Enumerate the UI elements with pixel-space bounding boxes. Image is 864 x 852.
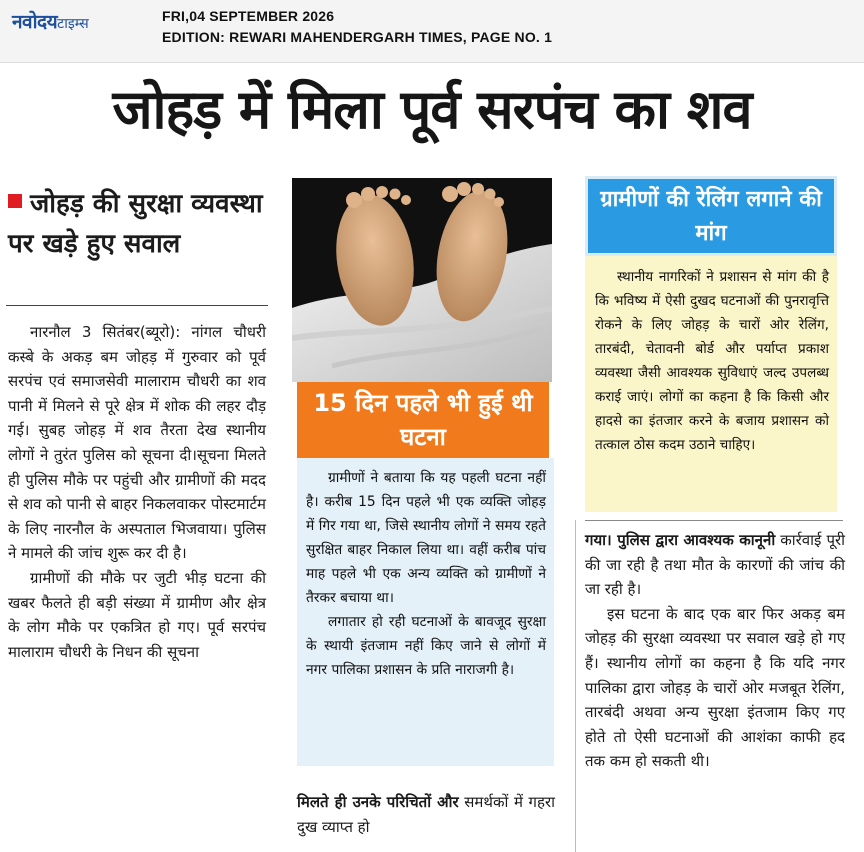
newspaper-logo <box>12 8 89 34</box>
edition-info <box>162 6 552 48</box>
edition-date: FRI,04 SEPTEMBER 2026 <box>162 8 335 24</box>
edition-name: EDITION: REWARI MAHENDERGARH TIMES, PAGE NO. 1 <box>162 29 553 45</box>
right-paragraph-2: इस घटना के बाद एक बार फिर अकड़ बम जोहड़ की सुरक्षा व्यवस्था पर सवाल खड़े हो गए हैं। स्थानीय लोगों का कहना है कि यदि नगर पालिका द्वारा जोहड़ के चारों ओर मजबूत रेलिंग, तारबंदी अथवा अन्य सुरक्षा इंतजाम किए गए होते तो ऐसी घटनाओं की आशंका काफी हद तक कम हो सकती थी। <box>585 604 845 771</box>
covered-body-feet-image <box>292 178 552 382</box>
subheading-divider <box>6 305 268 306</box>
middle-info-box <box>297 458 554 766</box>
right-cont-rest: कार्रवाई पूरी की जा रही है तथा मौत के कारणों की जांच की जा रही है। <box>585 531 845 599</box>
left-column-text <box>8 320 266 664</box>
column-rule <box>575 520 576 852</box>
right-column-divider <box>585 520 843 521</box>
middle-bottom-rest: समर्थकों में गहरा दुख व्याप्त हो <box>297 793 555 836</box>
logo-sub-text: टाइम्स <box>57 16 89 32</box>
middle-box-paragraph-2: लगातार हो रही घटनाओं के बावजूद सुरक्षा के स्थायी इंतजाम नहीं किए जाने से लोगों में नगर पालिका प्रशासन के प्रति नाराजगी है। <box>306 614 546 678</box>
middle-bottom-lead: मिलते ही उनके परिचितों और <box>297 793 459 811</box>
orange-box-heading: 15 दिन पहले भी हुई थी घटना <box>297 382 549 458</box>
yellow-box-text: स्थानीय नागरिकों ने प्रशासन से मांग की है कि भविष्य में ऐसी दुखद घटनाओं की पुनरावृत्ति रोकने के लिए जोहड़ के चारों ओर रेलिंग, तारबंदी, चेतावनी बोर्ड और पर्याप्त प्रकाश व्यवस्था जैसी आवश्यक सुविधाएं जल्द उपलब्ध कराई जाएं। लोगों का कहना है कि किसी और हादसे का इंतजार करने के बजाय प्रशासन को तत्काल ठोस कदम उठाने चाहिए। <box>595 269 829 453</box>
red-square-icon <box>8 194 22 208</box>
left-paragraph-1: नारनौल 3 सितंबर(ब्यूरो): नांगल चौधरी कस्बे के अकड़ बम जोहड़ में गुरुवार को पूर्व सरपंच एवं समाजसेवी मालाराम चौधरी का शव पानी में मिलने से पूरे क्षेत्र में शोक की लहर दौड़ गई। सुबह जोहड़ में शव तैरता देख स्थानीय लोगों ने तुरंत पुलिस को सूचना दी।सूचना मिलते ही पुलिस मौके पर पहुंची और ग्रामीणों की मदद से शव को पानी से बाहर निकलवाकर पोस्टमार्टम के लिए नारनौल के अस्पताल भिजवाया। पुलिस ने मामले की जांच शुरू कर दी है। <box>8 323 266 563</box>
left-paragraph-2: ग्रामीणों की मौके पर जुटी भीड़ घटना की खबर फैलते ही बड़ी संख्या में ग्रामीण और क्षेत्र के लोग मौके पर एकत्रित हो गए। पूर्व सरपंच मालाराम चौधरी के निधन की सूचना <box>8 568 266 661</box>
masthead <box>0 0 864 63</box>
main-headline: जोहड़ में मिला पूर्व सरपंच का शव <box>112 78 752 141</box>
left-subheading <box>8 184 263 264</box>
left-subheading-text: जोहड़ की सुरक्षा व्यवस्था पर खड़े हुए सवाल <box>8 189 263 259</box>
logo-main-text: नवोदय <box>12 11 58 33</box>
news-photo <box>292 178 552 382</box>
middle-bottom-text <box>297 790 555 839</box>
right-column-text <box>585 528 845 774</box>
right-cont-lead: गया। पुलिस द्वारा आवश्यक कानूनी <box>585 531 776 549</box>
middle-box-paragraph-1: ग्रामीणों ने बताया कि यह पहली घटना नहीं है। करीब 15 दिन पहले भी एक व्यक्ति जोहड़ में गिर गया था, जिसे स्थानीय लोगों ने समय रहते सुरक्षित बाहर निकाल लिया था। वहीं करीब पांच माह पहले भी एक अन्य व्यक्ति को ग्रामीणों ने तैरकर बचाया था। <box>306 470 546 606</box>
yellow-info-box <box>585 256 837 512</box>
blue-box-heading: ग्रामीणों की रेलिंग लगाने की मांग <box>585 176 837 256</box>
